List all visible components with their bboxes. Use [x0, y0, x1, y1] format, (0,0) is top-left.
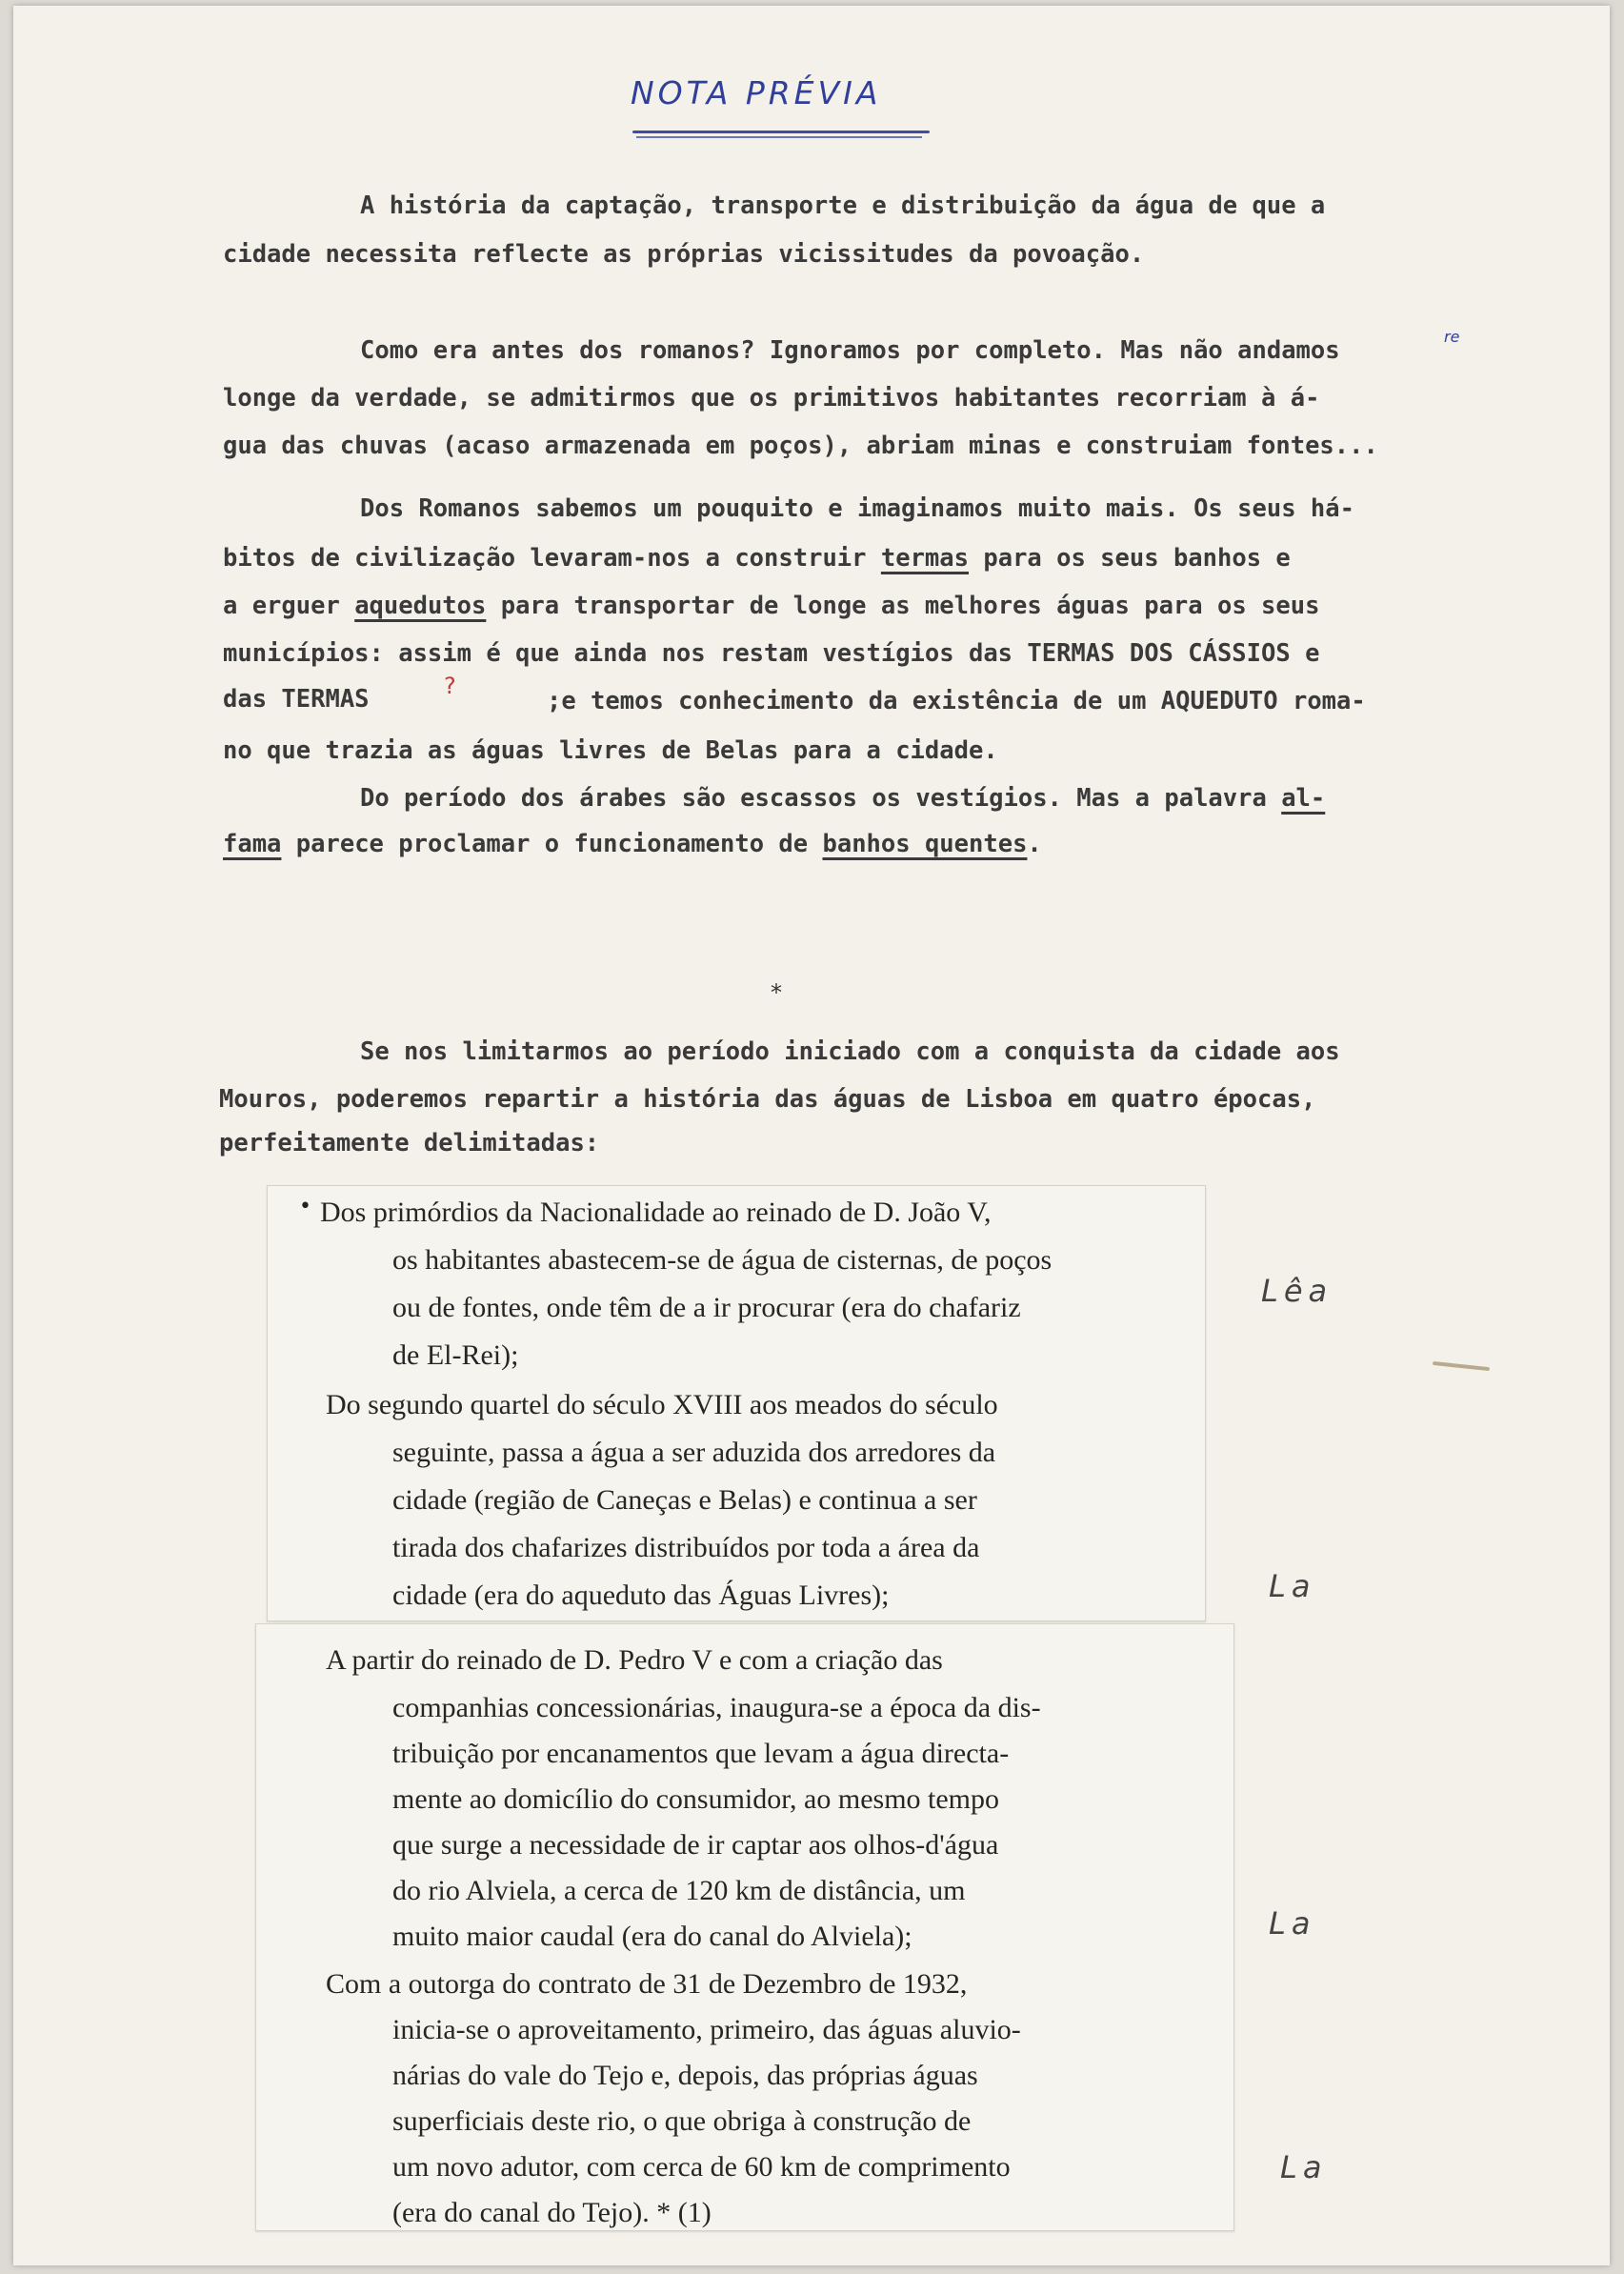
printed-line: que surge a necessidade de ir captar aos olhos-d'água	[392, 1829, 999, 1861]
typed-line: ;e temos conhecimento da existência de um AQUEDUTO roma-	[547, 687, 1366, 715]
handwritten-bullet-mark: •	[299, 1195, 311, 1218]
section-separator-asterisk: *	[771, 979, 782, 1006]
document-title: NOTA PRÉVIA	[631, 74, 882, 111]
typed-line: Como era antes dos romanos? Ignoramos por completo. Mas não andamos	[360, 336, 1340, 365]
printed-line: um novo adutor, com cerca de 60 km de comprimento	[392, 2151, 1011, 2183]
typed-line: A história da captação, transporte e distribuição da água de que a	[360, 191, 1326, 220]
printed-line: seguinte, passa a água a ser aduzida dos arredores da	[392, 1437, 996, 1468]
typed-line: a erguer aquedutos para transportar de longe as melhores águas para os seus	[223, 592, 1320, 620]
typed-line: fama parece proclamar o funcionamento de banhos quentes.	[223, 830, 1042, 858]
handwritten-correction: re	[1444, 328, 1460, 346]
printed-line: mente ao domicílio do consumidor, ao mesmo tempo	[392, 1783, 1000, 1815]
margin-note: La	[1280, 2149, 1328, 2185]
typed-line: municípios: assim é que ainda nos restam vestígios das TERMAS DOS CÁSSIOS e	[223, 639, 1320, 668]
printed-line: Com a outorga do contrato de 31 de Dezembro de 1932,	[326, 1968, 968, 2000]
printed-line: Do segundo quartel do século XVIII aos meados do século	[326, 1389, 998, 1420]
typed-line: gua das chuvas (acaso armazenada em poços), abriam minas e construiam fontes...	[223, 432, 1378, 460]
typed-line: das TERMAS	[223, 685, 370, 714]
printed-line: superficiais deste rio, o que obriga à construção de	[392, 2105, 972, 2137]
printed-line: tirada dos chafarizes distribuídos por toda a área da	[392, 1532, 980, 1563]
typed-line: Mouros, poderemos repartir a história das águas de Lisboa em quatro épocas,	[219, 1085, 1316, 1114]
paper-mark	[1433, 1361, 1490, 1371]
printed-line: do rio Alviela, a cerca de 120 km de distância, um	[392, 1875, 966, 1906]
printed-line: tribuição por encanamentos que levam a água directa-	[392, 1738, 1010, 1769]
printed-line: companhias concessionárias, inaugura-se a época da dis-	[392, 1692, 1041, 1723]
typed-line: no que trazia as águas livres de Belas para a cidade.	[223, 736, 998, 765]
printed-line: cidade (região de Caneças e Belas) e continua a ser	[392, 1484, 977, 1516]
typed-line: perfeitamente delimitadas:	[219, 1129, 600, 1157]
printed-line: A partir do reinado de D. Pedro V e com a criação das	[326, 1644, 943, 1676]
printed-line: cidade (era do aqueduto das Águas Livres);	[392, 1580, 890, 1611]
underlined-word-fama: fama	[223, 830, 282, 858]
printed-line: os habitantes abastecem-se de água de cisternas, de poços	[392, 1244, 1053, 1276]
printed-line: de El-Rei);	[392, 1339, 519, 1371]
printed-line: muito maior caudal (era do canal do Alviela);	[392, 1921, 912, 1952]
printed-line: ou de fontes, onde têm de a ir procurar (era do chafariz	[392, 1292, 1021, 1323]
underlined-word-aquedutos: aquedutos	[354, 592, 487, 620]
margin-note: Lêa	[1261, 1273, 1333, 1309]
printed-line: inicia-se o aproveitamento, primeiro, das águas aluvio-	[392, 2014, 1021, 2045]
typed-line: Se nos limitarmos ao período iniciado com a conquista da cidade aos	[360, 1037, 1340, 1066]
typed-line: cidade necessita reflecte as próprias vicissitudes da povoação.	[223, 240, 1145, 269]
document-page	[13, 6, 1610, 2265]
margin-note: La	[1269, 1905, 1316, 1942]
typed-line: Do período dos árabes são escassos os vestígios. Mas a palavra al-	[360, 784, 1326, 813]
typed-line: Dos Romanos sabemos um pouquito e imaginamos muito mais. Os seus há-	[360, 494, 1354, 523]
title-underline-second	[636, 136, 922, 138]
handwritten-question-mark: ?	[444, 673, 456, 699]
margin-note: La	[1269, 1568, 1316, 1604]
typed-line: longe da verdade, se admitirmos que os primitivos habitantes recorriam à á-	[223, 384, 1320, 413]
printed-line: nárias do vale do Tejo e, depois, das próprias águas	[392, 2060, 978, 2091]
printed-line: (era do canal do Tejo). * (1)	[392, 2197, 712, 2228]
underlined-phrase-banhos-quentes: banhos quentes	[822, 830, 1028, 858]
underlined-word-termas: termas	[880, 544, 969, 573]
typed-line: bitos de civilização levaram-nos a construir termas para os seus banhos e	[223, 544, 1291, 573]
title-underline	[632, 131, 930, 133]
printed-line: Dos primórdios da Nacionalidade ao reinado de D. João V,	[320, 1197, 992, 1228]
underlined-word-al: al-	[1281, 784, 1326, 813]
